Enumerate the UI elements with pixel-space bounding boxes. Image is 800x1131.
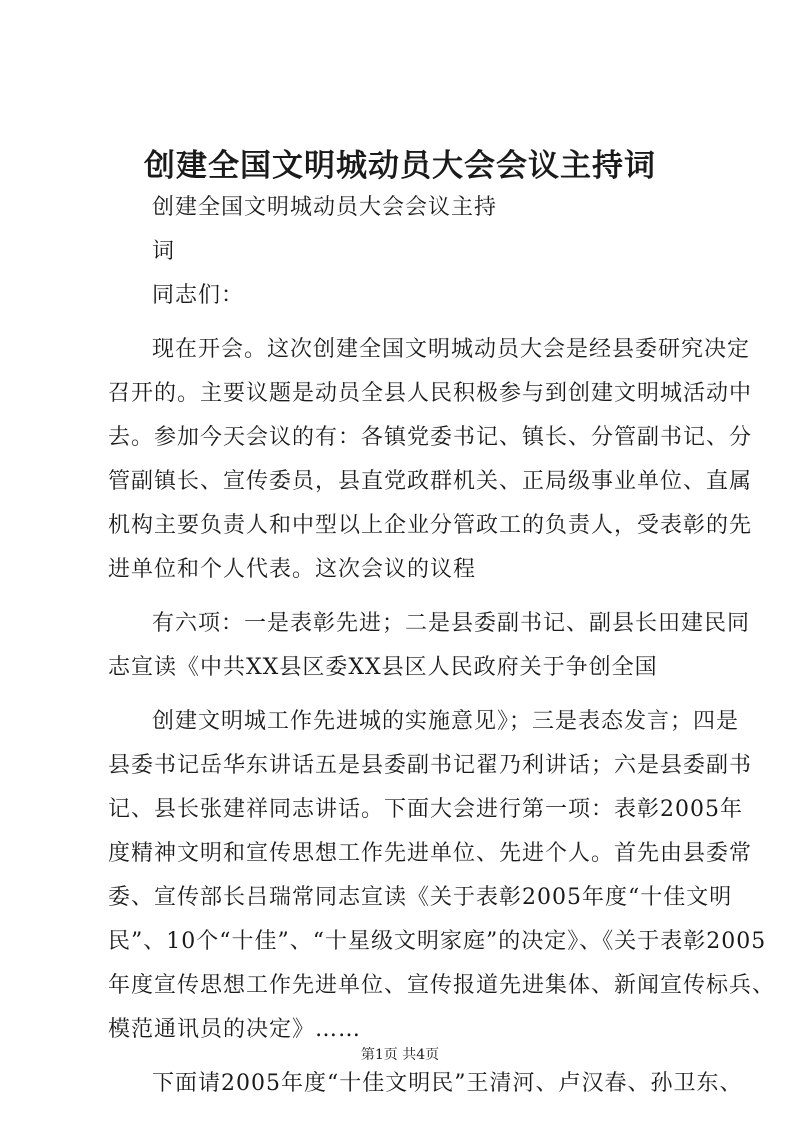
- text-line: 创建全国文明城动员大会会议主持: [152, 195, 498, 220]
- text-line: 现在开会。这次创建全国文明城动员大会是经县委研究决定: [152, 337, 751, 362]
- text-line: 县委书记岳华东讲话五是县委副书记翟乃利讲话；六是县委副书: [108, 753, 753, 778]
- text-line: 去。参加今天会议的有：各镇党委书记、镇长、分管副书记、分: [108, 425, 753, 450]
- text-line: 度精神文明和宣传思想工作先进单位、先进个人。首先由县委常: [108, 841, 753, 866]
- text-line: 召开的。主要议题是动员全县人民积极参与到创建文明城活动中: [108, 381, 753, 406]
- text-line: 民”、10个“十佳”、“十星级文明家庭”的决定》、《关于表彰2005: [108, 929, 767, 954]
- text-line: 有六项：一是表彰先进；二是县委副书记、副县长田建民同: [152, 611, 751, 636]
- text-line: 词: [152, 239, 176, 264]
- text-line: 委、宣传部长吕瑞常同志宣读《关于表彰2005年度“十佳文明: [108, 885, 733, 910]
- text-line: 记、县长张建祥同志讲话。下面大会进行第一项：表彰2005年: [108, 797, 743, 822]
- text-line: 下面请2005年度“十佳文明民”王清河、卢汉春、孙卫东、: [152, 1071, 743, 1096]
- salutation: 同志们：: [152, 283, 245, 308]
- text-line: 创建文明城工作先进城的实施意见》；三是表态发言；四是: [152, 709, 740, 734]
- text-line: 进单位和个人代表。这次会议的议程: [108, 557, 477, 582]
- text-line: 年度宣传思想工作先进单位、宣传报道先进集体、新闻宣传标兵、: [108, 973, 776, 998]
- document-body: [108, 186, 776, 1106]
- text-line: 模范通讯员的决定》……: [108, 1017, 362, 1042]
- page-number: 第1页 共4页: [360, 1047, 440, 1063]
- document-title: 创建全国文明城动员大会会议主持词: [144, 148, 656, 184]
- text-line: 管副镇长、宣传委员，县直党政群机关、正局级事业单位、直属: [108, 469, 753, 494]
- text-line: 志宣读《中共XX县区委XX县区人民政府关于争创全国: [108, 655, 658, 680]
- text-line: 机构主要负责人和中型以上企业分管政工的负责人，受表彰的先: [108, 513, 753, 538]
